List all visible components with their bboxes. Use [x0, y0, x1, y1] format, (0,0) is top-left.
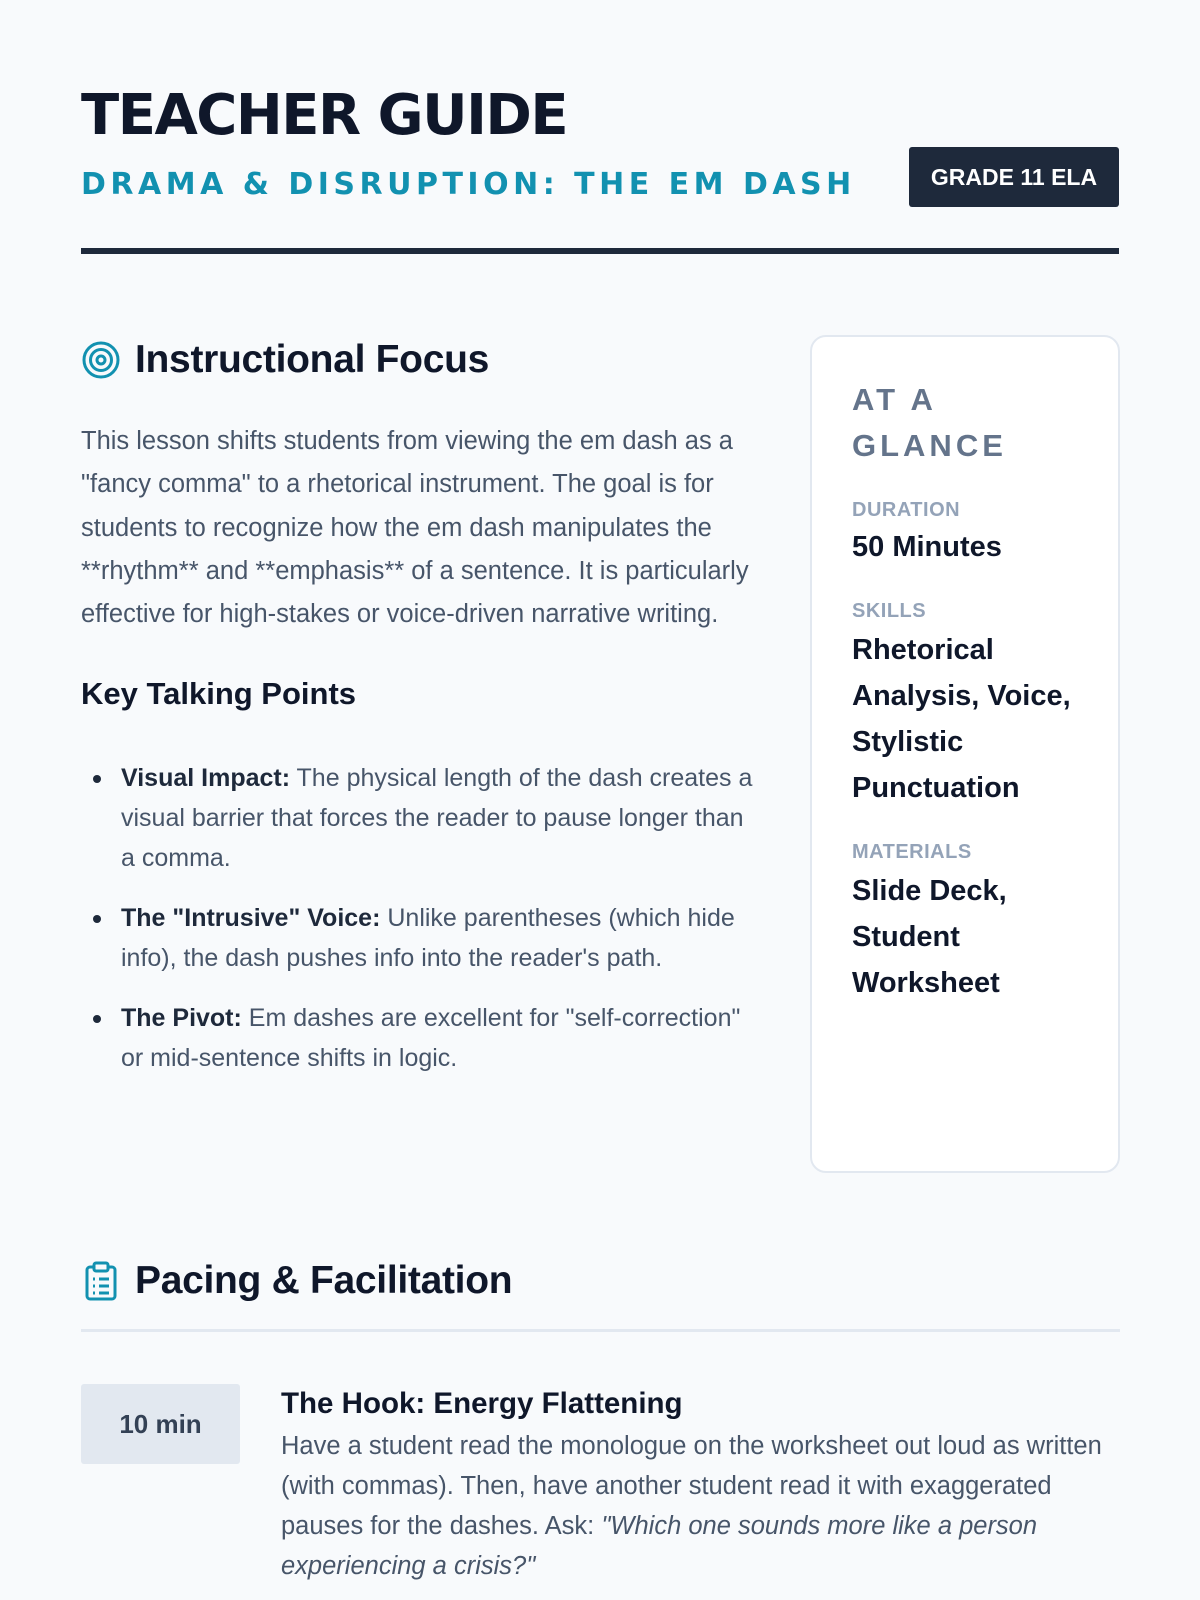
- activity-title: The Hook: Energy Flattening: [281, 1387, 683, 1420]
- pacing-title: Pacing & Facilitation: [135, 1258, 513, 1302]
- focus-heading: [81, 330, 761, 390]
- clipboard-icon: [81, 1261, 121, 1301]
- target-icon: [81, 340, 121, 380]
- point-label: The Pivot:: [121, 1004, 242, 1033]
- talking-points-list: [81, 758, 761, 1078]
- activity-description: [281, 1426, 1120, 1586]
- skills-value: Rhetorical Analysis, Voice, Stylistic Punctuation: [852, 634, 1071, 804]
- point-text: Em dashes are excellent for "self-correction" or mid-sentence shifts in logic.: [121, 1004, 741, 1073]
- skills-label: SKILLS: [852, 600, 927, 622]
- talking-points-title: Key Talking Points: [81, 676, 357, 712]
- point-label: The "Intrusive" Voice:: [121, 904, 381, 933]
- list-item: [81, 998, 761, 1078]
- duration-label: DURATION: [852, 499, 961, 521]
- activity-quote: "Which one sounds more like a person experiencing a crisis?": [281, 1512, 1038, 1580]
- grade-badge: GRADE 11 ELA: [909, 147, 1119, 207]
- focus-description: This lesson shifts students from viewing the em dash as a "fancy comma" to a rhetorical instrument. The goal is for students to recognize how the em dash manipulates the **rhythm** and **emphasis** of a sentence. It is particularly effective for high-stakes or voice-driven narrative writing.: [81, 427, 749, 629]
- focus-title: Instructional Focus: [135, 338, 490, 381]
- pacing-body: [281, 1384, 1120, 1586]
- duration-value: 50 Minutes: [852, 531, 1002, 563]
- point-text: Unlike parentheses (which hide info), the dash pushes info into the reader's path.: [121, 904, 735, 973]
- list-item: [81, 758, 761, 878]
- instructional-focus-section: [81, 330, 761, 1098]
- at-a-glance-card: [810, 335, 1120, 1173]
- pacing-heading: [81, 1252, 1120, 1332]
- activity-text: Have a student read the monologue on the worksheet out loud as written (with commas). Then, have another student read it with exaggerated pauses for the dashes. Ask:: [281, 1432, 1102, 1540]
- materials-label: MATERIALS: [852, 841, 972, 863]
- point-text: The physical length of the dash creates a visual barrier that forces the reader to pause longer than a comma.: [121, 764, 753, 873]
- glance-title: AT A GLANCE: [852, 382, 1007, 463]
- time-badge: 10 min: [81, 1384, 240, 1464]
- guide-header: [81, 0, 1119, 254]
- pacing-row: [81, 1384, 1120, 1586]
- lesson-subtitle: DRAMA & DISRUPTION: THE EM DASH: [81, 167, 856, 202]
- point-label: Visual Impact:: [121, 764, 291, 793]
- pacing-section: [81, 1252, 1120, 1586]
- list-item: [81, 898, 761, 978]
- page-title: TEACHER GUIDE: [81, 83, 568, 148]
- materials-value: Slide Deck, Student Worksheet: [852, 875, 1007, 999]
